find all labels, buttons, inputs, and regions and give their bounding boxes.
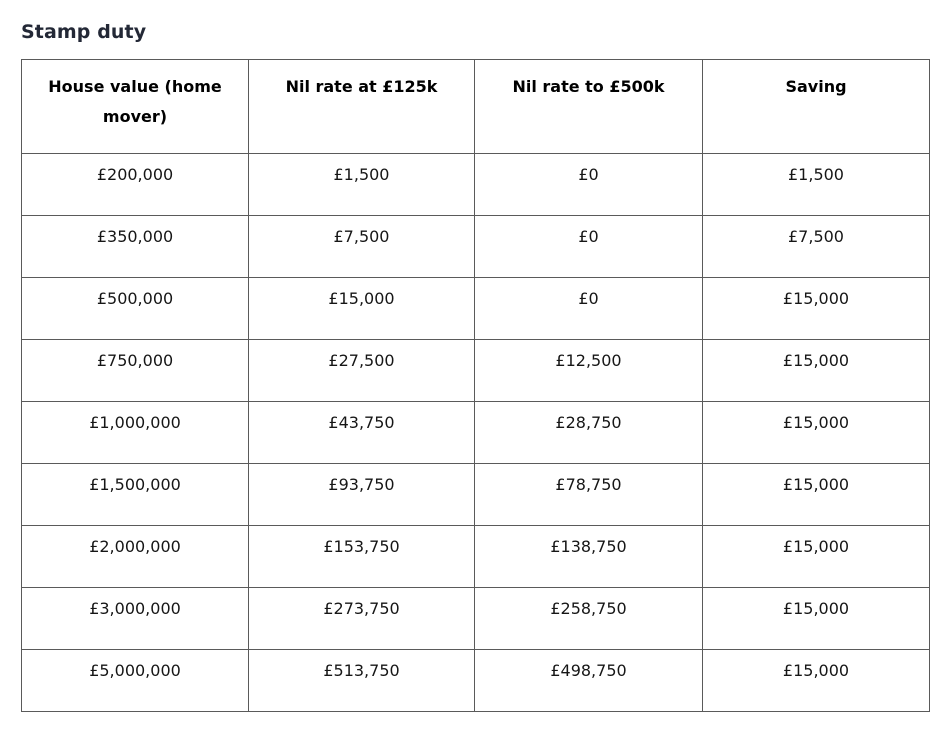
cell-nil-rate-500k: £138,750 bbox=[475, 526, 703, 588]
cell-nil-rate-125k: £15,000 bbox=[249, 278, 475, 340]
table-header bbox=[22, 60, 930, 154]
column-header-nil-rate-500k: Nil rate to £500k bbox=[475, 60, 703, 154]
cell-nil-rate-500k: £78,750 bbox=[475, 464, 703, 526]
cell-saving: £15,000 bbox=[703, 588, 930, 650]
table-row bbox=[22, 340, 930, 402]
cell-nil-rate-500k: £0 bbox=[475, 216, 703, 278]
cell-saving: £15,000 bbox=[703, 278, 930, 340]
table-row bbox=[22, 588, 930, 650]
table-row bbox=[22, 154, 930, 216]
cell-nil-rate-125k: £1,500 bbox=[249, 154, 475, 216]
column-header-nil-rate-125k: Nil rate at £125k bbox=[249, 60, 475, 154]
cell-house-value: £1,000,000 bbox=[22, 402, 249, 464]
stamp-duty-table bbox=[21, 59, 930, 712]
page-title: Stamp duty bbox=[21, 20, 147, 43]
cell-nil-rate-125k: £273,750 bbox=[249, 588, 475, 650]
cell-house-value: £750,000 bbox=[22, 340, 249, 402]
cell-nil-rate-125k: £43,750 bbox=[249, 402, 475, 464]
cell-nil-rate-500k: £28,750 bbox=[475, 402, 703, 464]
column-header-house-value: House value (home mover) bbox=[22, 60, 249, 154]
table-row bbox=[22, 526, 930, 588]
cell-nil-rate-125k: £7,500 bbox=[249, 216, 475, 278]
column-header-saving: Saving bbox=[703, 60, 930, 154]
table-row bbox=[22, 278, 930, 340]
cell-house-value: £200,000 bbox=[22, 154, 249, 216]
cell-nil-rate-125k: £513,750 bbox=[249, 650, 475, 712]
cell-house-value: £1,500,000 bbox=[22, 464, 249, 526]
table-row bbox=[22, 402, 930, 464]
cell-nil-rate-500k: £258,750 bbox=[475, 588, 703, 650]
table-body bbox=[22, 154, 930, 712]
cell-saving: £15,000 bbox=[703, 650, 930, 712]
cell-saving: £1,500 bbox=[703, 154, 930, 216]
cell-house-value: £350,000 bbox=[22, 216, 249, 278]
cell-house-value: £5,000,000 bbox=[22, 650, 249, 712]
cell-nil-rate-500k: £0 bbox=[475, 154, 703, 216]
cell-nil-rate-500k: £498,750 bbox=[475, 650, 703, 712]
cell-nil-rate-500k: £0 bbox=[475, 278, 703, 340]
table-row bbox=[22, 650, 930, 712]
table-header-row bbox=[22, 60, 930, 154]
table-container bbox=[21, 59, 929, 712]
cell-house-value: £2,000,000 bbox=[22, 526, 249, 588]
table-row bbox=[22, 216, 930, 278]
cell-nil-rate-125k: £153,750 bbox=[249, 526, 475, 588]
cell-saving: £15,000 bbox=[703, 526, 930, 588]
cell-saving: £15,000 bbox=[703, 402, 930, 464]
cell-saving: £15,000 bbox=[703, 340, 930, 402]
table-row bbox=[22, 464, 930, 526]
cell-house-value: £3,000,000 bbox=[22, 588, 249, 650]
cell-saving: £7,500 bbox=[703, 216, 930, 278]
cell-saving: £15,000 bbox=[703, 464, 930, 526]
cell-nil-rate-125k: £27,500 bbox=[249, 340, 475, 402]
cell-nil-rate-500k: £12,500 bbox=[475, 340, 703, 402]
cell-nil-rate-125k: £93,750 bbox=[249, 464, 475, 526]
cell-house-value: £500,000 bbox=[22, 278, 249, 340]
